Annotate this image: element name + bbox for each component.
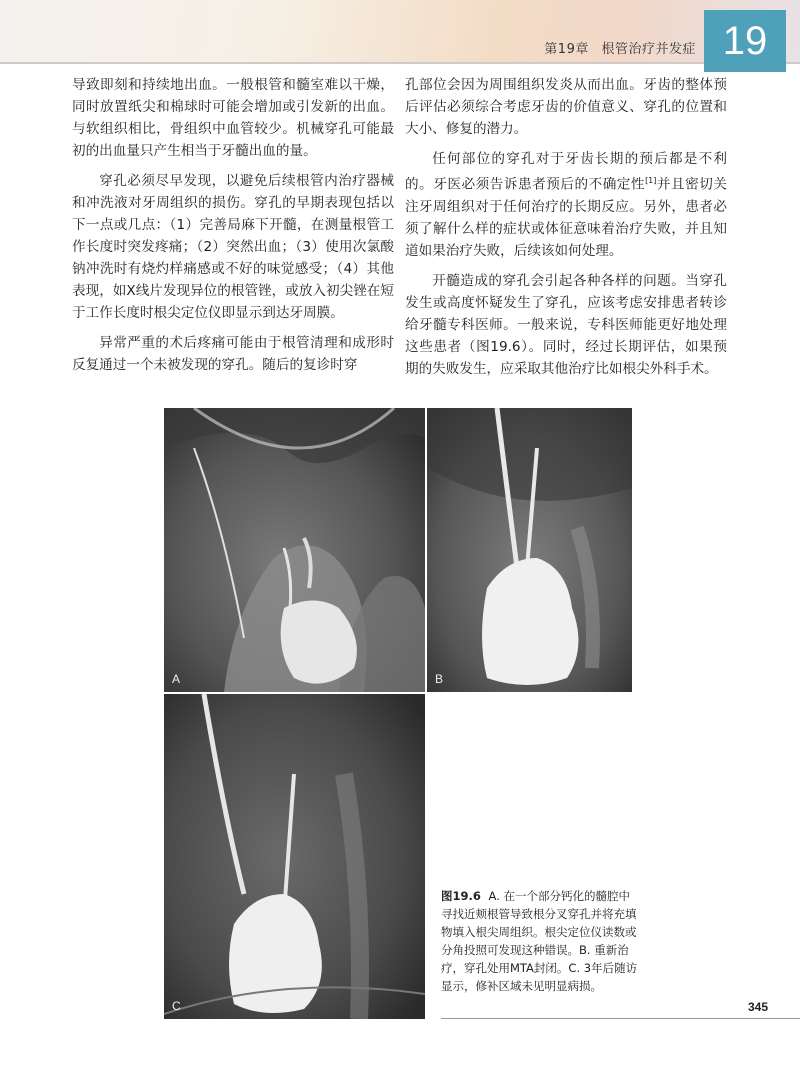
- xray-panel-c: [164, 694, 425, 1019]
- xray-image-a: [164, 408, 425, 692]
- caption-text: A. 在一个部分钙化的髓腔中寻找近颊根管导致根分叉穿孔并将充填物填入根尖周组织。根尖定位仪读数或分角投照可发现这种错误。B. 重新治疗，穿孔处用MTA封闭。C. 3年后随访显示，修补区域未见明显病损。: [441, 889, 638, 993]
- paragraph: 导致即刻和持续地出血。一般根管和髓室难以干燥，同时放置纸尖和棉球时可能会增加或引发新的出血。与软组织相比，骨组织中血管较少。机械穿孔可能最初的出血量只产生相当于牙髓出血的量。: [72, 77, 394, 159]
- chapter-number-box: [704, 10, 786, 72]
- paragraph: 异常严重的术后疼痛可能由于根管清理和成形时反复通过一个未被发现的穿孔。随后的复诊时穿: [72, 335, 394, 373]
- paragraph: 穿孔必须尽早发现，以避免后续根管内治疗器械和冲洗液对牙周组织的损伤。穿孔的早期表现包括以下一点或几点：（1）完善局麻下开髓，在测量根管工作长度时突发疼痛；（2）突然出血；（3）使用次氯酸钠冲洗时有烧灼样痛感或不好的味觉感受；（4）其他表现，如X线片发现异位的根管锉，或放入初尖锉在短于工作长度时根尖定位仪即显示到达牙周膜。: [72, 173, 394, 321]
- xray-image-c: [164, 694, 425, 1019]
- paragraph-text: 并且密切关注牙周组织对于任何治疗的长期反应。另外，患者必须了解什么样的症状或体征意味着治疗失败，并且知道如果治疗失败，后续该如何处理。: [405, 176, 728, 259]
- chapter-title: 根管治疗并发症: [601, 42, 696, 57]
- xray-panel-b: [427, 408, 632, 692]
- panel-label: B: [435, 672, 444, 686]
- xray-panel-a: [164, 408, 425, 692]
- left-column: [72, 74, 394, 384]
- header-rule: [0, 62, 800, 64]
- panel-label: A: [172, 672, 181, 686]
- footer-rule: [441, 1018, 800, 1019]
- figure-number: 图19.6: [441, 889, 481, 903]
- page-number: 345: [747, 1000, 768, 1014]
- paragraph: [405, 148, 727, 262]
- running-header: [544, 38, 696, 57]
- paragraph-text: 任何部位的穿孔对于牙齿长期的预后都是不利的。牙医必须告诉患者预后的不确定性: [405, 151, 727, 193]
- chapter-number: 19: [722, 18, 768, 63]
- figure-caption: [441, 887, 641, 995]
- xray-image-b: [427, 408, 632, 692]
- paragraph: 开髓造成的穿孔会引起各种各样的问题。当穿孔发生或高度怀疑发生了穿孔，应该考虑安排患者转诊给牙髓专科医师。一般来说，专科医师能更好地处理这些患者（图19.6）。同时，经过长期评估，如果预期的失败发生，应采取其他治疗比如根尖外科手术。: [405, 272, 727, 377]
- citation-ref: [1]: [645, 176, 657, 185]
- right-column: [405, 74, 727, 388]
- chapter-label: 第19章: [544, 42, 589, 57]
- paragraph: 孔部位会因为周围组织发炎从而出血。牙齿的整体预后评估必须综合考虑牙齿的价值意义、穿孔的位置和大小、修复的潜力。: [405, 77, 727, 137]
- panel-label: C: [172, 999, 181, 1013]
